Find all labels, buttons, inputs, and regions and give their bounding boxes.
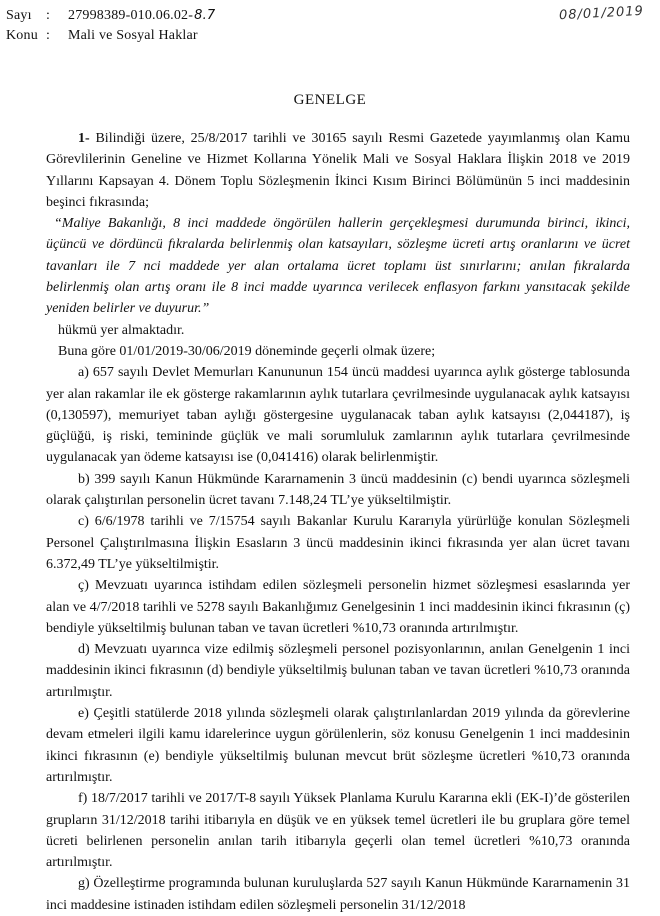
sayi-colon: : — [46, 8, 51, 23]
item-c: c) 6/6/1978 tarihli ve 7/15754 sayılı Bakanlar Kurulu Kararıyla yürürlüğe konulan Sözleşmeli Personel Çalıştırılmasına İlişkin Esasların 3 üncü maddesinin ikinci fıkrasında yer alan ücret tavanı 6.372,49 TL’ye yükseltilmiştir. — [46, 514, 630, 572]
konu-colon: : — [46, 28, 51, 43]
item-b: b) 399 sayılı Kanun Hükmünde Kararnamenin 3 üncü maddesinin (c) bendi uyarınca sözleşmeli olarak çalıştırılan personelin ücret tavanı 7.148,24 TL’ye yükseltilmiştir. — [46, 471, 630, 509]
buna-gore-line: Buna göre 01/01/2019-30/06/2019 döneminde geçerli olmak üzere; — [58, 343, 436, 359]
header-sayi-row — [6, 8, 215, 24]
hukmu-line: hükmü yer almaktadır. — [58, 322, 185, 338]
quoted-provision: “Maliye Bakanlığı, 8 inci maddede öngörülen hallerin gerçekleşmesi durumunda birinci, ikinci, üçüncü ve dördüncü fıkralarda belirlenmiş olan katsayıları, sözleşme ücreti artış oranlarını ve ücret tavanları ile 7 nci maddede yer alan ortalama ücret toplamı üst sınırlarını; anılan fıkralarda belirlenmiş olan artış oranı ile 8 inci madde uyarınca verilecek enflasyon farkını yansıtacak şekilde yeniden belirler ve duyurur.” — [46, 216, 630, 317]
item-f: f) 18/7/2017 tarihli ve 2017/T-8 sayılı Yüksek Planlama Kurulu Kararına ekli (EK-I)’de gösterilen grupların 31/12/2018 tarihi itibarıyla en düşük ve en yüksek temel ücretleri ile bu gruplara göre temel ücreti belirlenen personelin anılan tarih itibarıyla geçerli olan temel ücretleri %10,73 oranında artırılmıştır. — [46, 791, 630, 871]
paragraph-1 — [46, 128, 630, 213]
paragraph-1-number: 1- — [78, 131, 90, 146]
paragraph-1-text: Bilindiği üzere, 25/8/2017 tarihli ve 30165 sayılı Resmi Gazetede yayımlanmış olan Kamu Görevlilerinin Geneline ve Hizmet Kollarına Yönelik Mali ve Sosyal Haklara İlişkin 2018 ve 2019 Yıllarını Kapsayan 4. Dönem Toplu Sözleşmenin İkinci Kısım Birinci Bölümünün 5 inci maddesinin beşinci fıkrasında; — [46, 131, 631, 210]
item-e: e) Çeşitli statülerde 2018 yılında sözleşmeli olarak çalıştırılanlardan 2019 yılında da görevlerine devam etmeleri ilgili kamu idarelerince uygun görülenlerin, söz konusu Genelgenin 1 inci maddesinin ikinci fıkrasının (e) bendiyle yükseltilmiş bulunan mevcut brüt sözleşme ücretleri %10,73 oranında artırılmıştır. — [46, 706, 630, 785]
sayi-value: 27998389-010.06.02- — [68, 8, 194, 23]
sayi-label: Sayı — [6, 8, 32, 23]
konu-value: Mali ve Sosyal Haklar — [68, 28, 198, 43]
document-title: GENELGE — [293, 92, 367, 108]
item-cc: ç) Mevzuatı uyarınca istihdam edilen sözleşmeli personelin hizmet sözleşmesi esaslarında yer alan ve 4/7/2018 tarihli ve 5278 sayılı Bakanlığımız Genelgesinin 1 inci maddesinin ikinci fıkrasının (ç) bendiyle yükseltilmiş bulunan taban ve tavan ücretleri %10,73 oranında artırılmıştır. — [46, 578, 630, 636]
konu-label: Konu — [6, 28, 38, 43]
sayi-handwritten-number: 8.7 — [194, 8, 216, 23]
item-d: d) Mevzuatı uyarınca vize edilmiş sözleşmeli personel pozisyonlarının, anılan Genelgenin 1 inci maddesinin ikinci fıkrasının (d) bendiyle yükseltilmiş bulunan taban ve tavan ücretleri %10,73 oranında artırılmıştır. — [46, 642, 630, 700]
document-body — [46, 128, 630, 916]
item-g: g) Özelleştirme programında bulunan kuruluşlarda 527 sayılı Kanun Hükmünde Kararnamenin 31 inci maddesine istinaden istihdam edilen sözleşmeli personelin 31/12/2018 — [46, 876, 630, 913]
handwritten-date: 08/01/2019 — [558, 3, 645, 24]
item-a: a) 657 sayılı Devlet Memurları Kanununun 154 üncü maddesi uyarınca aylık gösterge tablosunda yer alan rakamlar ile ek gösterge rakamlarının aylık tutarlara çevrilmesinde uygulanacak aylık katsayısı (0,130597), memuriyet taban aylığı göstergesine uygulanacak taban aylık katsayısı (2,044187), iş güçlüğü, iş riski, temininde güçlük ve mali sorumluluk zamlarının aylık tutarlara çevrilmesinde uygulanacak yan ödeme katsayısı ise (0,041416) olarak belirlenmiştir. — [46, 365, 630, 466]
header-konu-row — [6, 28, 198, 44]
